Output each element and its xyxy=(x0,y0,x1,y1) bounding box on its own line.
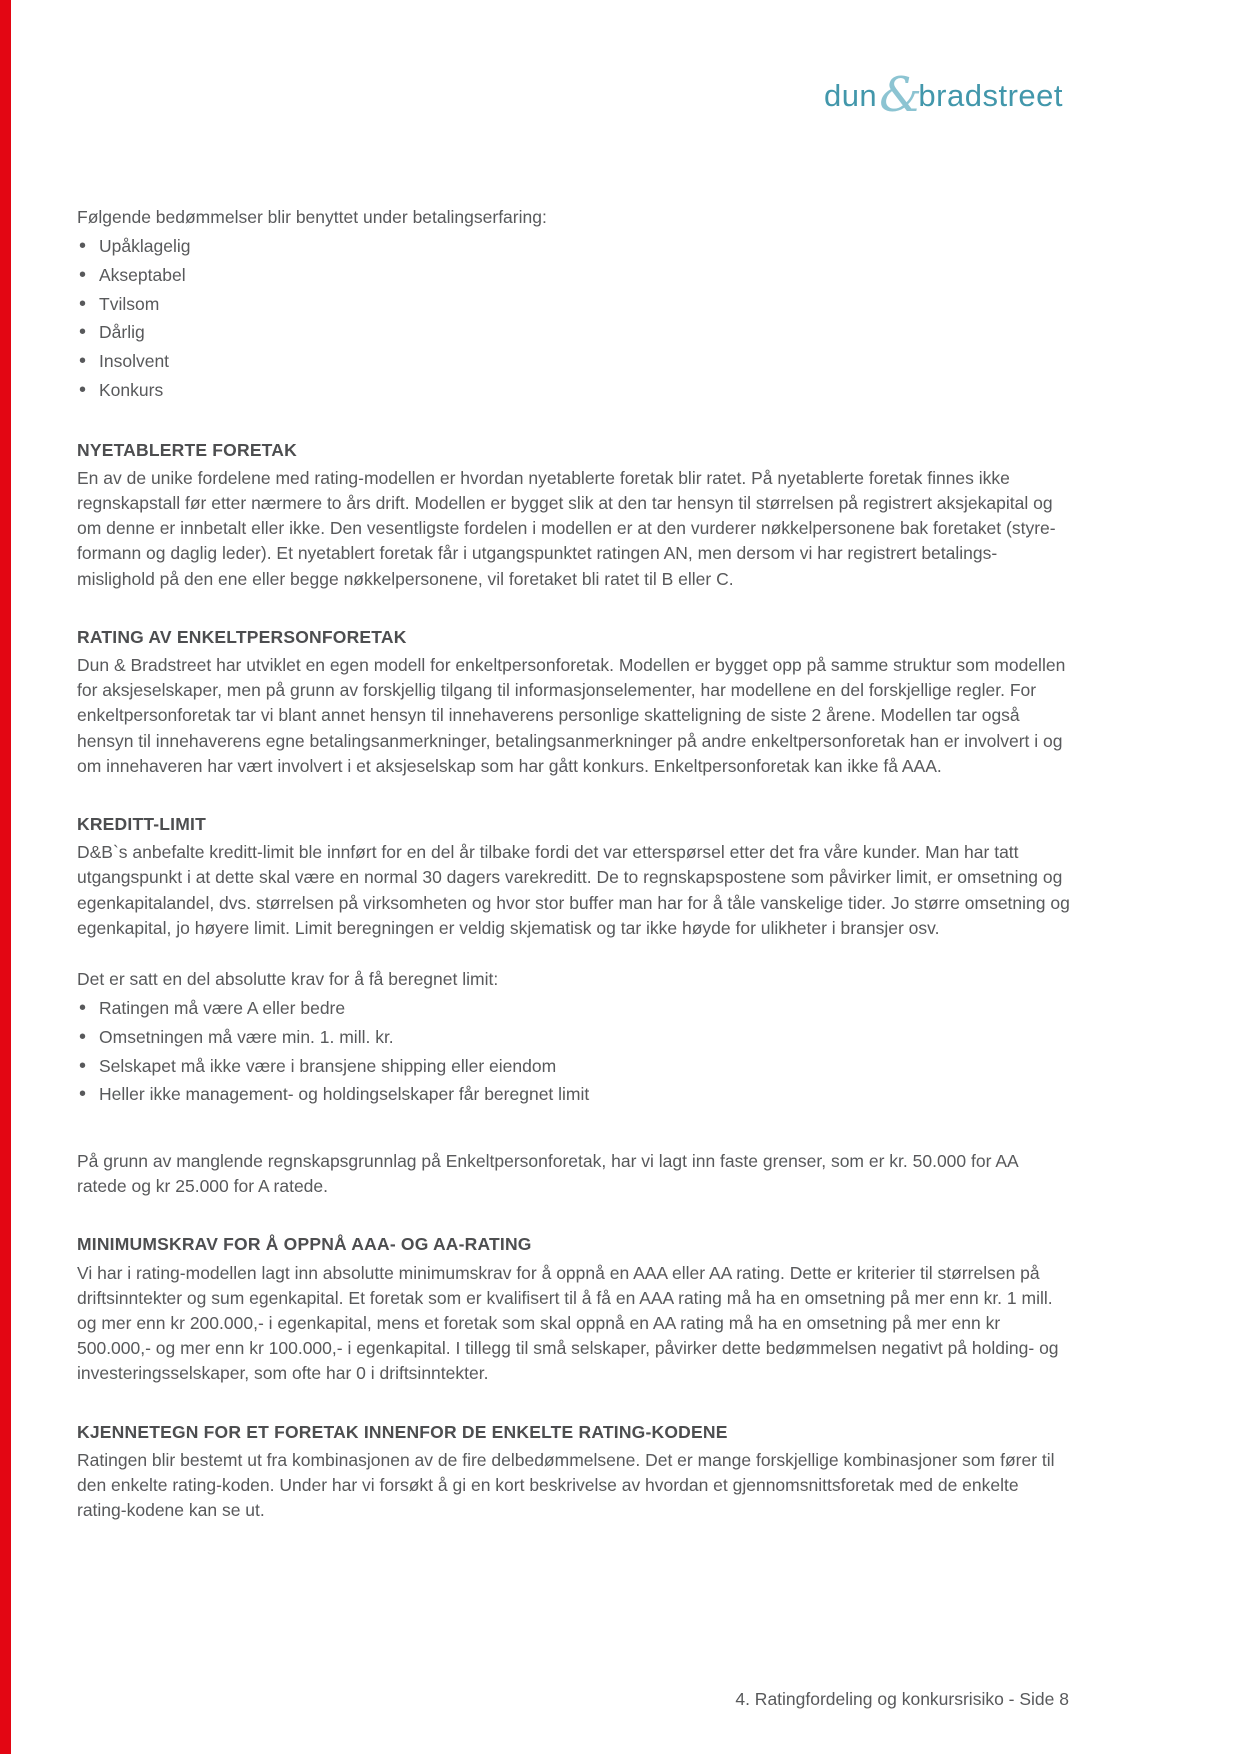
section-heading: RATING AV ENKELTPERSONFORETAK xyxy=(77,626,407,647)
list-item: • Dårlig xyxy=(79,318,1072,347)
section-heading: NYETABLERTE FORETAK xyxy=(77,439,297,460)
paragraph: Vi har i rating-modellen lagt inn absolutte minimumskrav for å oppnå en AAA eller AA rating. Dette er kriterier til størrelsen på driftsinntekter og sum egenkapital. Et foretak som er kvalifisert til å få en AAA rating må ha en omsetning på mer enn kr. 1 mill. og mer enn kr 200.000,- i egenkapital, mens et foretak som skal oppnå en AA rating må ha en omsetning på mer enn kr 500.000,- og mer enn kr 100.000,- i egenkapital. I tillegg til små selskaper, påvirker dette bedømmelsen negativt på holding- og investeringsselskaper, som ofte har 0 i driftsinntekter. xyxy=(77,1262,1059,1384)
section-heading: MINIMUMSKRAV FOR Å OPPNÅ AAA- OG AA-RATING xyxy=(77,1234,532,1255)
logo-text-dun: dun xyxy=(823,78,878,113)
section-minimumskrav xyxy=(77,1232,1072,1386)
intro-lead: Følgende bedømmelser blir benyttet under betalingserfaring: xyxy=(77,207,547,227)
intro-bullet-list xyxy=(77,232,1072,405)
paragraph: På grunn av manglende regnskapsgrunnlag på Enkeltpersonforetak, har vi lagt inn faste grenser, som er kr. 50.000 for AA ratede og kr 25.000 for A ratede. xyxy=(77,1151,1018,1197)
page-footer: 4. Ratingfordeling og konkursrisiko - Side 8 xyxy=(735,1689,1069,1709)
section-kreditt-limit xyxy=(77,812,1072,1200)
left-accent-bar xyxy=(0,0,11,1754)
limit-krav-lead: Det er satt en del absolutte krav for å få beregnet limit: xyxy=(77,968,499,989)
limit-krav-bullet-list xyxy=(77,994,1072,1109)
paragraph: Ratingen blir bestemt ut fra kombinasjonen av de fire delbedømmelsene. Det er mange forskjellige kombinasjoner som fører til den enkelte rating-koden. Under har vi forsøkt å gi en kort beskrivelse av hvordan et gjennomsnittsforetak med de enkelte rating-kodene kan se ut. xyxy=(77,1449,1055,1521)
list-item: • Omsetningen må være min. 1. mill. kr. xyxy=(79,1023,1072,1052)
list-item: • Insolvent xyxy=(79,347,1072,376)
list-item: • Ratingen må være A eller bedre xyxy=(79,994,1072,1023)
list-item: • Heller ikke management- og holdingselskaper får beregnet limit xyxy=(79,1080,1072,1109)
section-nyetablerte-foretak xyxy=(77,438,1072,592)
logo-text-bradstreet: bradstreet xyxy=(918,78,1063,113)
dun-bradstreet-logo xyxy=(823,66,1063,123)
paragraph: D&B`s anbefalte kreditt-limit ble innført for en del år tilbake fordi det var etterspørsel etter det fra våre kunder. Man har tatt utgangspunkt i at dette skal være en normal 30 dagers varekreditt. De to regnskapspostene som påvirker limit, er omsetning og egenkapitalandel, dvs. størrelsen på virksomheten og hvor stor buffer man har for å tåle vanskelige tider. Jo større omsetning og egenkapital, jo høyere limit. Limit beregningen er veldig skjematisk og tar ikke høyde for ulikheter i bransjer osv. xyxy=(77,842,1070,938)
section-kjennetegn xyxy=(77,1420,1072,1524)
section-heading: KREDITT-LIMIT xyxy=(77,813,206,834)
list-item: • Konkurs xyxy=(79,376,1072,405)
document-content xyxy=(77,205,1072,1523)
section-heading: KJENNETEGN FOR ET FORETAK INNENFOR DE ENKELTE RATING-KODENE xyxy=(77,1421,728,1442)
list-item: • Tvilsom xyxy=(79,290,1072,319)
section-rating-enkeltpersonforetak xyxy=(77,625,1072,779)
list-item: • Akseptabel xyxy=(79,261,1072,290)
paragraph: En av de unike fordelene med rating-modellen er hvordan nyetablerte foretak blir ratet. På nyetablerte foretak finnes ikke regnskapstall før etter nærmere to års drift. Modellen er bygget slik at den tar hensyn til størrelsen på registrert aksjekapital og om denne er innbetalt eller ikke. Den vesentligste fordelen i modellen er at den vurderer nøkkelpersonene bak foretaket (styre- formann og daglig leder). Et nyetablert foretak får i utgangspunktet ratingen AN, men dersom vi har registrert betalings- mislighold på den ene eller begge nøkkelpersonene, vil foretaket bli ratet til B eller C. xyxy=(77,467,1056,589)
paragraph: Dun & Bradstreet har utviklet en egen modell for enkeltpersonforetak. Modellen er bygget opp på samme struktur som modellen for aksjeselskaper, men på grunn av forskjellig tilgang til informasjonselementer, har modellene en del forskjellige regler. For enkeltpersonforetak tar vi blant annet hensyn til innehaverens personlige skatteligning de siste 2 årene. Modellen tar også hensyn til innehaverens egne betalingsanmerkninger, betalingsanmerkninger på andre enkeltpersonforetak han er involvert i og om innehaveren har vært involvert i et aksjeselskap som har gått konkurs. Enkeltpersonforetak kan ikke få AAA. xyxy=(77,655,1066,776)
logo-ampersand-icon: & xyxy=(879,67,923,123)
list-item: • Upåklagelig xyxy=(79,232,1072,261)
list-item: • Selskapet må ikke være i bransjene shipping eller eiendom xyxy=(79,1052,1072,1081)
